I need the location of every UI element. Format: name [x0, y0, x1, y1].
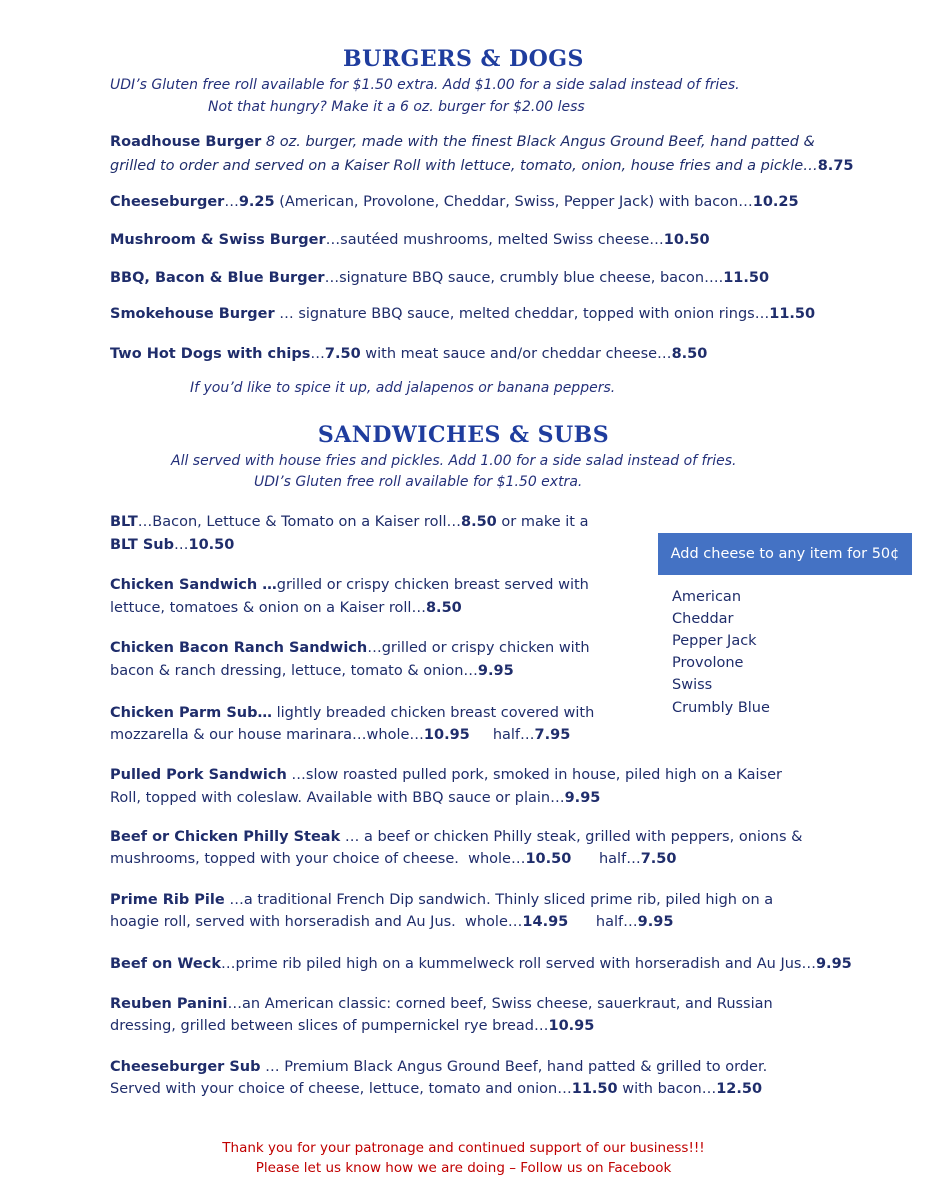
menu-item-philly-line2 [110, 851, 676, 867]
item-desc: or make it a [496, 514, 589, 530]
menu-item-roadhouse [110, 134, 815, 150]
add-cheese-label: Add cheese to any item for 50¢ [670, 546, 900, 562]
item-name: BLT Sub [110, 537, 174, 553]
item-desc: …prime rib piled high on a kummelweck roll served with horseradish and Au Jus… [220, 956, 816, 972]
item-name: Roadhouse Burger [110, 134, 262, 150]
item-name: Chicken Sandwich … [110, 577, 277, 593]
item-desc: …Bacon, Lettuce & Tomato on a Kaiser roll… [137, 514, 461, 530]
cheese-option: Cheddar [672, 611, 734, 627]
sandwiches-note-2: UDI’s Gluten free roll available for $1.50 extra. [254, 474, 583, 490]
item-price: 7.50 [324, 346, 361, 362]
item-price: 9.25 [238, 194, 275, 210]
menu-item-blt-sub [110, 537, 234, 553]
item-desc: …signature BBQ sauce, crumbly blue cheese, bacon…. [324, 270, 724, 286]
menu-item-reuben-line2 [110, 1018, 594, 1034]
item-sep: … [173, 537, 189, 553]
menu-item-cheeseburger [110, 194, 799, 210]
spice-note: If you’d like to spice it up, add jalapenos or banana peppers. [190, 380, 616, 396]
item-name: Prime Rib Pile [110, 892, 225, 908]
item-price: 11.50 [571, 1081, 618, 1097]
item-price: 9.95 [637, 914, 674, 930]
item-desc: with meat sauce and/or cheddar cheese… [360, 346, 672, 362]
item-desc: hoagie roll, served with horseradish and Au Jus. whole… [110, 914, 523, 930]
cheese-option: American [672, 589, 742, 605]
item-price: 9.95 [815, 956, 852, 972]
add-cheese-banner [658, 533, 912, 575]
item-desc: lettuce, tomatoes & onion on a Kaiser roll… [110, 600, 426, 616]
item-price: 12.50 [716, 1081, 763, 1097]
item-price: 14.95 [522, 914, 569, 930]
item-name: Beef or Chicken Philly Steak [110, 829, 341, 845]
item-desc: Roll, topped with coleslaw. Available with BBQ sauce or plain… [110, 790, 565, 806]
cheese-option: Swiss [672, 677, 713, 693]
menu-item-chicken-bacon-ranch [110, 640, 590, 656]
item-price: 11.50 [723, 270, 770, 286]
menu-item-cheeseburger-sub [110, 1059, 767, 1075]
item-price: 9.95 [564, 790, 601, 806]
item-price: 8.75 [817, 158, 854, 174]
item-price: 10.50 [663, 232, 710, 248]
menu-item-prime-rib [110, 892, 773, 908]
cheese-option: Crumbly Blue [672, 700, 770, 716]
cheese-option: Provolone [672, 655, 744, 671]
item-desc: …grilled or crispy chicken with [367, 640, 590, 656]
item-price: 8.50 [461, 514, 497, 530]
item-price: 10.95 [548, 1018, 595, 1034]
menu-item-cheeseburger-sub-line2 [110, 1081, 762, 1097]
item-price: 8.50 [671, 346, 708, 362]
item-name: Cheeseburger Sub [110, 1059, 261, 1075]
sandwiches-note-1: All served with house fries and pickles. Add 1.00 for a side salad instead of fries. [171, 453, 737, 469]
item-name: Two Hot Dogs with chips [110, 346, 311, 362]
section-title-burgers: BURGERS & DOGS [343, 46, 584, 72]
menu-item-mushroom [110, 232, 710, 248]
menu-item-beef-on-weck [110, 956, 852, 972]
menu-item-chicken-bacon-ranch-line2 [110, 663, 514, 679]
item-price: 7.95 [534, 727, 571, 743]
item-desc: half… [571, 851, 641, 867]
item-desc: with bacon… [617, 1081, 717, 1097]
item-desc: …an American classic: corned beef, Swiss cheese, sauerkraut, and Russian [227, 996, 773, 1012]
item-desc: … Premium Black Angus Ground Beef, hand patted & grilled to order. [260, 1059, 768, 1075]
menu-item-pulled-pork-line2 [110, 790, 600, 806]
item-name: Reuben Panini [110, 996, 228, 1012]
item-desc: lightly breaded chicken breast covered with [271, 705, 595, 721]
item-desc: grilled to order and served on a Kaiser Roll with lettuce, tomato, onion, house fries and a pickle… [110, 158, 818, 174]
item-name: Cheeseburger [110, 194, 225, 210]
menu-item-hotdogs [110, 346, 707, 362]
item-desc: …sautéed mushrooms, melted Swiss cheese… [325, 232, 664, 248]
menu-item-bbq [110, 270, 769, 286]
item-name: Beef on Weck [110, 956, 221, 972]
item-desc: bacon & ranch dressing, lettuce, tomato & onion… [110, 663, 478, 679]
item-name: BBQ, Bacon & Blue Burger [110, 270, 325, 286]
menu-item-chicken-sandwich-line2 [110, 600, 462, 616]
item-price: 8.50 [425, 600, 462, 616]
item-desc: (American, Provolone, Cheddar, Swiss, Pepper Jack) with bacon… [274, 194, 753, 210]
item-price: 10.50 [188, 537, 235, 553]
burgers-note-2: Not that hungry? Make it a 6 oz. burger for $2.00 less [208, 99, 585, 115]
menu-item-chicken-parm [110, 705, 594, 721]
menu-item-chicken-parm-line2 [110, 727, 570, 743]
item-name: Mushroom & Swiss Burger [110, 232, 326, 248]
item-desc: …slow roasted pulled pork, smoked in house, piled high on a Kaiser [286, 767, 782, 783]
item-desc: …a traditional French Dip sandwich. Thinly sliced prime rib, piled high on a [224, 892, 774, 908]
menu-item-reuben [110, 996, 773, 1012]
item-name: Chicken Bacon Ranch Sandwich [110, 640, 368, 656]
item-desc: dressing, grilled between slices of pumpernickel rye bread… [110, 1018, 549, 1034]
footer-feedback: Please let us know how we are doing – Follow us on Facebook [255, 1160, 672, 1176]
item-desc: 8 oz. burger, made with the finest Black Angus Ground Beef, hand patted & [261, 134, 815, 150]
menu-item-chicken-sandwich [110, 577, 589, 593]
item-desc: mozzarella & our house marinara…whole… [110, 727, 424, 743]
item-price: 10.50 [525, 851, 572, 867]
item-sep: … [310, 346, 325, 362]
item-desc: half… [469, 727, 535, 743]
item-price: 7.50 [640, 851, 677, 867]
menu-item-philly [110, 829, 802, 845]
menu-item-pulled-pork [110, 767, 782, 783]
footer-thanks: Thank you for your patronage and continued support of our business!!! [222, 1140, 705, 1156]
item-sep: … [224, 194, 239, 210]
cheese-option: Pepper Jack [672, 633, 757, 649]
item-price: 11.50 [769, 306, 816, 322]
menu-item-roadhouse-line2 [110, 158, 854, 174]
item-name: Pulled Pork Sandwich [110, 767, 287, 783]
item-name: BLT [110, 514, 138, 530]
item-name: Smokehouse Burger [110, 306, 275, 322]
menu-item-smokehouse [110, 306, 815, 322]
item-desc: … signature BBQ sauce, melted cheddar, topped with onion rings… [274, 306, 770, 322]
burgers-note-1: UDI’s Gluten free roll available for $1.50 extra. Add $1.00 for a side salad instead of fries. [110, 77, 740, 93]
item-desc: half… [568, 914, 638, 930]
section-title-sandwiches: SANDWICHES & SUBS [317, 422, 610, 448]
menu-item-blt [110, 514, 588, 530]
menu-item-prime-rib-line2 [110, 914, 673, 930]
item-desc: grilled or crispy chicken breast served with [276, 577, 589, 593]
item-price: 9.95 [477, 663, 514, 679]
item-price: 10.95 [423, 727, 470, 743]
item-name: Chicken Parm Sub… [110, 705, 272, 721]
item-price: 10.25 [752, 194, 799, 210]
item-desc: … a beef or chicken Philly steak, grilled with peppers, onions & [340, 829, 803, 845]
item-desc: mushrooms, topped with your choice of cheese. whole… [110, 851, 526, 867]
item-desc: Served with your choice of cheese, lettuce, tomato and onion… [110, 1081, 572, 1097]
